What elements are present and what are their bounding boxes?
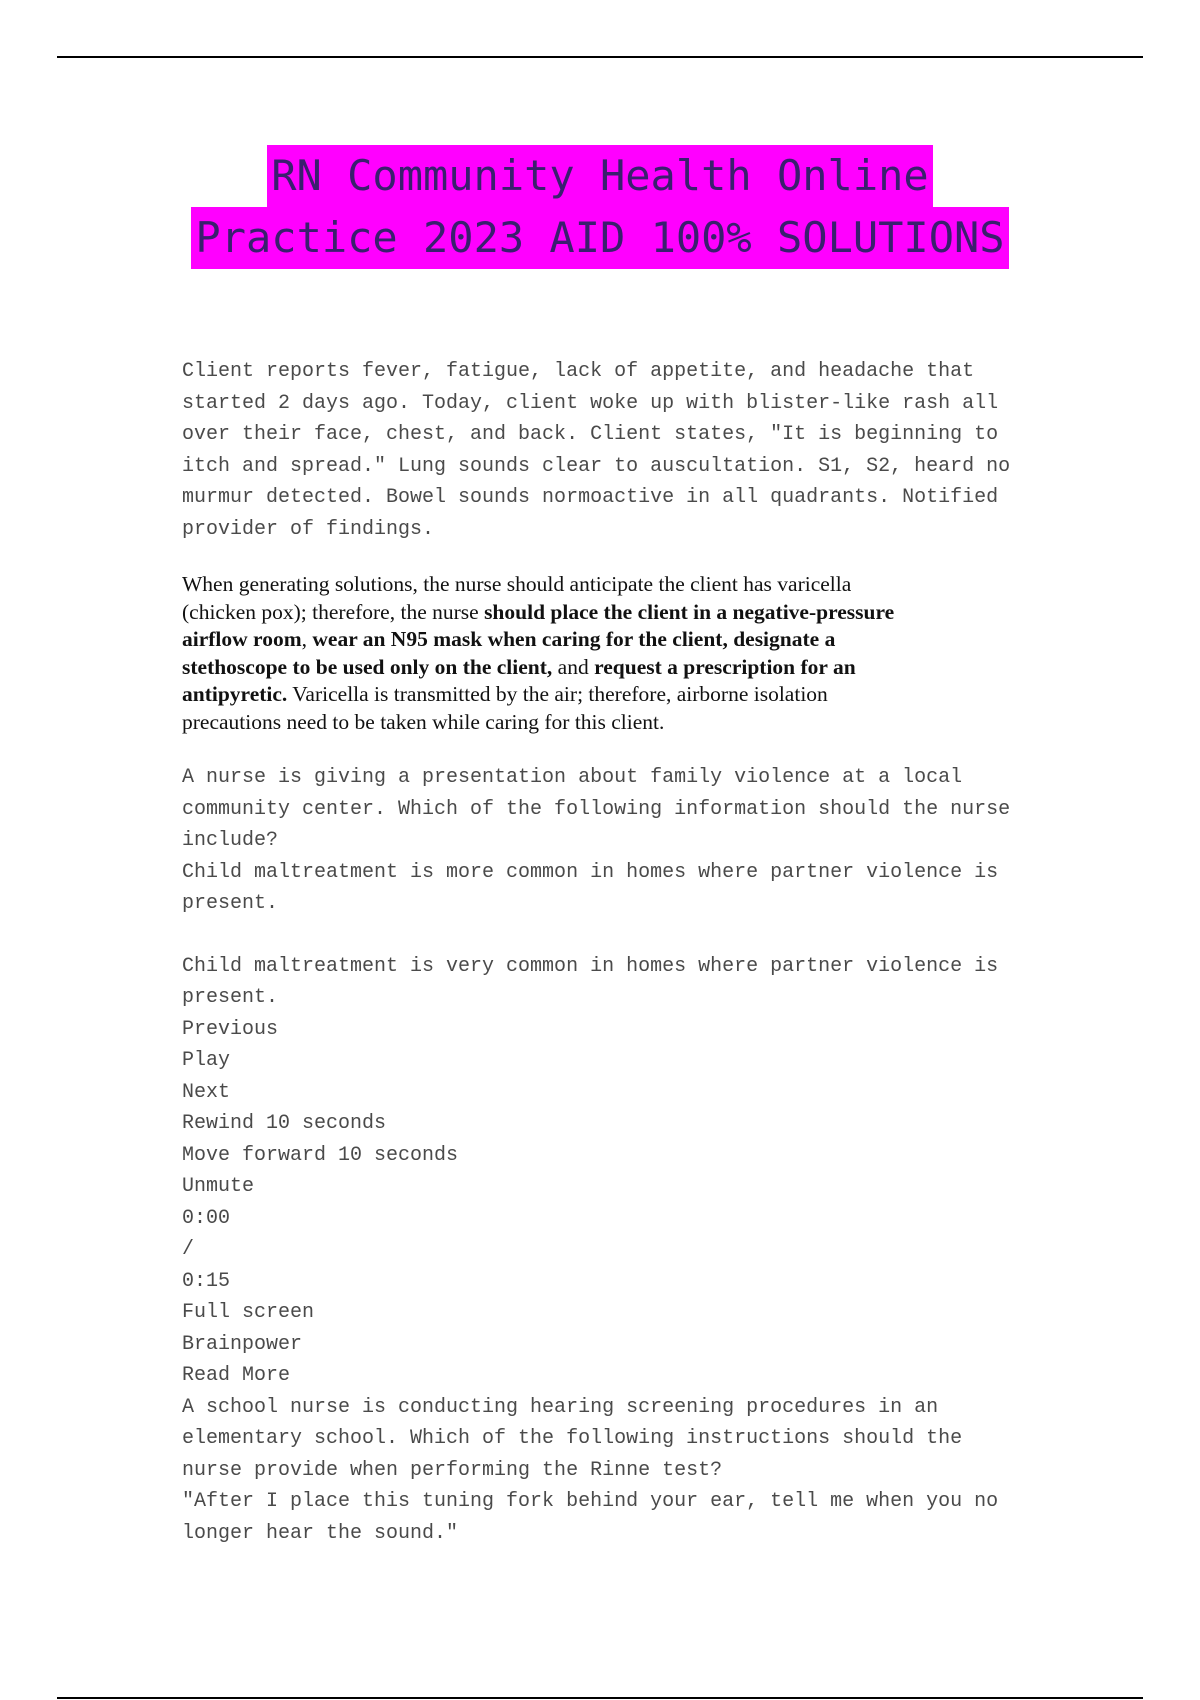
player-play-text: Play: [182, 1049, 231, 1072]
answer-line: Child maltreatment is more common in homes where partner violence is: [182, 860, 999, 884]
solution-line: antipyretic. Varicella is transmitted by the air; therefore, airborne isolation: [182, 682, 828, 706]
answer-and-player-text: [182, 951, 1042, 1392]
player-unmute-text: Unmute: [182, 1175, 255, 1198]
case-paragraph: [182, 356, 1042, 545]
case-line: over their face, chest, and back. Client states, "It is beginning to: [182, 423, 999, 446]
question-line: A nurse is giving a presentation about family violence at a local: [182, 766, 963, 789]
answer-line: present.: [182, 986, 279, 1009]
question-line: A school nurse is conducting hearing screening procedures in an: [182, 1395, 939, 1419]
solution-line: When generating solutions, the nurse should anticipate the client has varicella: [182, 572, 852, 596]
player-duration: 0:15: [182, 1269, 231, 1293]
player-time-separator: /: [182, 1238, 195, 1261]
document-body: [182, 356, 1042, 1549]
title-line-2: Practice 2023 AID 100% SOLUTIONS: [191, 207, 1008, 269]
solution-line: airflow room, wear an N95 mask when caring for the client, designate a: [182, 627, 836, 651]
question-line: nurse provide when performing the Rinne test?: [182, 1458, 723, 1482]
case-line: murmur detected. Bowel sounds normoactive in all quadrants. Notified: [182, 486, 999, 509]
case-line: itch and spread." Lung sounds clear to auscultation. S1, S2, heard no: [182, 454, 1011, 478]
solution-line: precautions need to be taken while caring for this client.: [182, 709, 665, 734]
player-current-time: 0:00: [182, 1206, 231, 1230]
question-line: include?: [182, 829, 279, 852]
solution-paragraph: [182, 571, 1042, 736]
question-1: [182, 762, 1042, 920]
document-title: [0, 145, 1200, 269]
player-fullscreen-text: Full screen: [182, 1301, 315, 1324]
answer-line: Child maltreatment is very common in homes where partner violence is: [182, 954, 999, 978]
question-line: elementary school. Which of the following instructions should the: [182, 1427, 963, 1450]
question-2: [182, 1392, 1042, 1550]
title-line-1: RN Community Health Online: [267, 145, 932, 207]
solution-line: (chicken pox); therefore, the nurse should place the client in a negative-pressure: [182, 599, 895, 624]
solution-line: stethoscope to be used only on the client, and request a prescription for an: [182, 654, 856, 679]
player-next-text: Next: [182, 1080, 231, 1104]
answer-line: present.: [182, 892, 279, 915]
top-rule: [57, 56, 1143, 58]
player-forward-text: Move forward 10 seconds: [182, 1143, 459, 1167]
read-more-text: Read More: [182, 1364, 291, 1387]
player-rewind-text: Rewind 10 seconds: [182, 1112, 387, 1135]
case-line: started 2 days ago. Today, client woke up with blister-like rash all: [182, 391, 999, 415]
case-line: provider of findings.: [182, 517, 435, 541]
case-line: Client reports fever, fatigue, lack of appetite, and headache that: [182, 360, 975, 383]
bottom-rule: [57, 1697, 1143, 1699]
brainpower-text: Brainpower: [182, 1332, 303, 1356]
question-line: community center. Which of the following information should the nurse: [182, 797, 1011, 821]
player-previous-text: Previous: [182, 1017, 279, 1041]
answer-line: "After I place this tuning fork behind your ear, tell me when you no: [182, 1490, 999, 1513]
answer-line: longer hear the sound.": [182, 1521, 459, 1545]
